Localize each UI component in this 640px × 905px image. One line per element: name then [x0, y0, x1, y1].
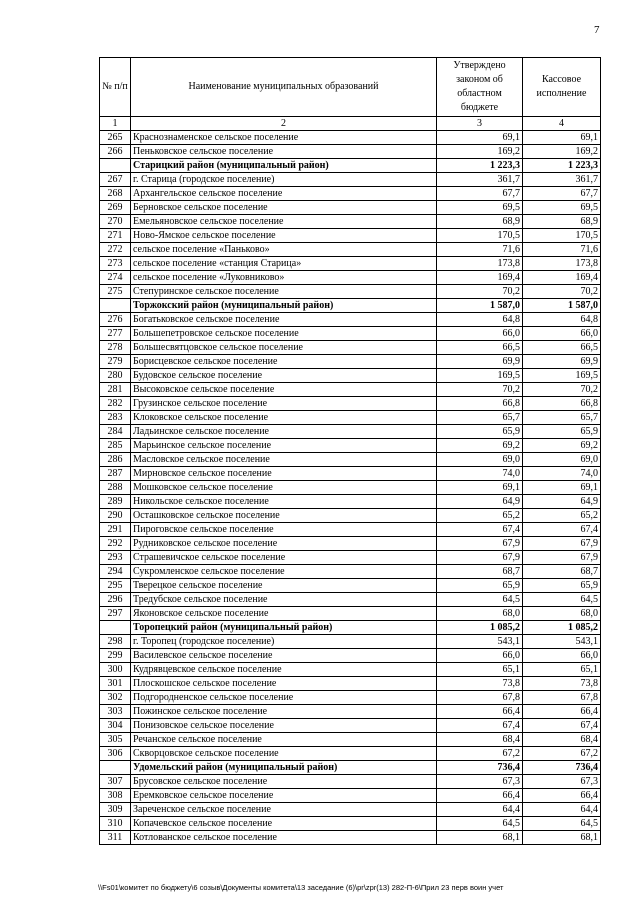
municipality-name: Зареченское сельское поселение [131, 803, 437, 817]
municipality-name: Подгородненское сельское поселение [131, 691, 437, 705]
table-row [100, 495, 601, 509]
table-row [100, 229, 601, 243]
cash-execution-amount: 66,4 [523, 705, 601, 719]
row-number: 279 [100, 355, 131, 369]
approved-amount: 70,2 [437, 383, 523, 397]
row-number: 284 [100, 425, 131, 439]
district-row [100, 159, 601, 173]
row-number: 286 [100, 453, 131, 467]
row-number: 266 [100, 145, 131, 159]
table-row [100, 579, 601, 593]
municipality-name: Будовское сельское поселение [131, 369, 437, 383]
cash-execution-amount: 1 085,2 [523, 621, 601, 635]
column-number: 4 [523, 117, 601, 131]
municipality-name: Никольское сельское поселение [131, 495, 437, 509]
cash-execution-amount: 65,9 [523, 579, 601, 593]
approved-amount: 65,2 [437, 509, 523, 523]
row-number: 269 [100, 201, 131, 215]
municipality-name: Пожинское сельское поселение [131, 705, 437, 719]
approved-amount: 64,5 [437, 817, 523, 831]
cash-execution-amount: 64,9 [523, 495, 601, 509]
municipality-name: Василевское сельское поселение [131, 649, 437, 663]
row-number: 277 [100, 327, 131, 341]
row-number: 273 [100, 257, 131, 271]
cash-execution-amount: 69,1 [523, 131, 601, 145]
row-number: 308 [100, 789, 131, 803]
table-row [100, 313, 601, 327]
row-number: 265 [100, 131, 131, 145]
cash-execution-amount: 66,5 [523, 341, 601, 355]
table-row [100, 733, 601, 747]
table-row [100, 271, 601, 285]
municipality-name: Тверецкое сельское поселение [131, 579, 437, 593]
approved-amount: 73,8 [437, 677, 523, 691]
table-row [100, 187, 601, 201]
municipality-name: Старицкий район (муниципальный район) [131, 159, 437, 173]
approved-amount: 68,0 [437, 607, 523, 621]
cash-execution-amount: 69,9 [523, 355, 601, 369]
column-number: 1 [100, 117, 131, 131]
header-approved: Утверждено законом об областном бюджете [437, 58, 523, 117]
cash-execution-amount: 64,5 [523, 593, 601, 607]
municipality-name: Высоковское сельское поселение [131, 383, 437, 397]
cash-execution-amount: 65,2 [523, 509, 601, 523]
municipality-name: Емельяновское сельское поселение [131, 215, 437, 229]
cash-execution-amount: 67,2 [523, 747, 601, 761]
municipality-name: Степуринское сельское поселение [131, 285, 437, 299]
approved-amount: 64,8 [437, 313, 523, 327]
row-number: 287 [100, 467, 131, 481]
municipality-name: Пироговское сельское поселение [131, 523, 437, 537]
table-row [100, 145, 601, 159]
row-number: 301 [100, 677, 131, 691]
municipality-name: Торопецкий район (муниципальный район) [131, 621, 437, 635]
table-row [100, 439, 601, 453]
municipality-name: Мошковское сельское поселение [131, 481, 437, 495]
row-number: 291 [100, 523, 131, 537]
table-row [100, 481, 601, 495]
row-number: 294 [100, 565, 131, 579]
row-number: 281 [100, 383, 131, 397]
municipality-name: Кудрявцевское сельское поселение [131, 663, 437, 677]
header-cash: Кассовое исполнение [523, 58, 601, 117]
cash-execution-amount: 169,5 [523, 369, 601, 383]
cash-execution-amount: 66,0 [523, 649, 601, 663]
municipality-name: Копачевское сельское поселение [131, 817, 437, 831]
row-number: 288 [100, 481, 131, 495]
row-number: 299 [100, 649, 131, 663]
municipality-name: Понизовское сельское поселение [131, 719, 437, 733]
table-row [100, 453, 601, 467]
cash-execution-amount: 67,3 [523, 775, 601, 789]
approved-amount: 67,4 [437, 719, 523, 733]
municipality-name: Масловское сельское поселение [131, 453, 437, 467]
row-number: 280 [100, 369, 131, 383]
table-row [100, 649, 601, 663]
table-row [100, 369, 601, 383]
table-row [100, 719, 601, 733]
table-row [100, 523, 601, 537]
table-row [100, 173, 601, 187]
cash-execution-amount: 169,4 [523, 271, 601, 285]
approved-amount: 69,5 [437, 201, 523, 215]
row-number: 298 [100, 635, 131, 649]
approved-amount: 67,2 [437, 747, 523, 761]
row-number: 296 [100, 593, 131, 607]
municipality-name: Ладьинское сельское поселение [131, 425, 437, 439]
approved-amount: 67,9 [437, 551, 523, 565]
row-number: 282 [100, 397, 131, 411]
municipality-name: Яконовское сельское поселение [131, 607, 437, 621]
approved-amount: 69,9 [437, 355, 523, 369]
row-number: 302 [100, 691, 131, 705]
column-number: 2 [131, 117, 437, 131]
table-row [100, 831, 601, 845]
table-row [100, 201, 601, 215]
approved-amount: 66,8 [437, 397, 523, 411]
row-number: 283 [100, 411, 131, 425]
header-num: № п/п [100, 58, 131, 117]
approved-amount: 1 085,2 [437, 621, 523, 635]
municipality-name: Краснознаменское сельское поселение [131, 131, 437, 145]
table-row [100, 551, 601, 565]
cash-execution-amount: 170,5 [523, 229, 601, 243]
approved-amount: 69,1 [437, 481, 523, 495]
approved-amount: 65,7 [437, 411, 523, 425]
table-row [100, 355, 601, 369]
row-number [100, 621, 131, 635]
municipality-name: Богатьковское сельское поселение [131, 313, 437, 327]
approved-amount: 169,5 [437, 369, 523, 383]
row-number: 311 [100, 831, 131, 845]
municipality-name: Осташковское сельское поселение [131, 509, 437, 523]
approved-amount: 66,4 [437, 705, 523, 719]
cash-execution-amount: 68,0 [523, 607, 601, 621]
cash-execution-amount: 67,7 [523, 187, 601, 201]
municipality-name: Борисцевское сельское поселение [131, 355, 437, 369]
approved-amount: 65,9 [437, 425, 523, 439]
row-number: 293 [100, 551, 131, 565]
row-number: 304 [100, 719, 131, 733]
approved-amount: 71,6 [437, 243, 523, 257]
municipality-name: Сукромленское сельское поселение [131, 565, 437, 579]
cash-execution-amount: 67,4 [523, 523, 601, 537]
district-row [100, 299, 601, 313]
approved-amount: 65,9 [437, 579, 523, 593]
approved-amount: 68,9 [437, 215, 523, 229]
approved-amount: 66,0 [437, 327, 523, 341]
cash-execution-amount: 69,1 [523, 481, 601, 495]
approved-amount: 64,4 [437, 803, 523, 817]
table-row [100, 789, 601, 803]
cash-execution-amount: 70,2 [523, 285, 601, 299]
approved-amount: 67,8 [437, 691, 523, 705]
approved-amount: 736,4 [437, 761, 523, 775]
municipality-name: Ново-Ямское сельское поселение [131, 229, 437, 243]
cash-execution-amount: 64,5 [523, 817, 601, 831]
cash-execution-amount: 169,2 [523, 145, 601, 159]
table-row [100, 803, 601, 817]
approved-amount: 70,2 [437, 285, 523, 299]
cash-execution-amount: 68,1 [523, 831, 601, 845]
table-row [100, 775, 601, 789]
municipality-name: Тредубское сельское поселение [131, 593, 437, 607]
table-row [100, 341, 601, 355]
table-row [100, 327, 601, 341]
table-row [100, 663, 601, 677]
row-number: 295 [100, 579, 131, 593]
cash-execution-amount: 73,8 [523, 677, 601, 691]
municipality-name: Большесвятцовское сельское поселение [131, 341, 437, 355]
row-number: 270 [100, 215, 131, 229]
municipality-name: Еремковское сельское поселение [131, 789, 437, 803]
municipality-name: Речанское сельское поселение [131, 733, 437, 747]
table-body [100, 131, 601, 845]
municipality-name: Клоковское сельское поселение [131, 411, 437, 425]
cash-execution-amount: 67,9 [523, 551, 601, 565]
row-number [100, 299, 131, 313]
row-number: 309 [100, 803, 131, 817]
table-row [100, 635, 601, 649]
row-number: 306 [100, 747, 131, 761]
cash-execution-amount: 67,8 [523, 691, 601, 705]
approved-amount: 69,1 [437, 131, 523, 145]
approved-amount: 74,0 [437, 467, 523, 481]
cash-execution-amount: 65,9 [523, 425, 601, 439]
municipality-name: Пеньковское сельское поселение [131, 145, 437, 159]
approved-amount: 67,7 [437, 187, 523, 201]
cash-execution-amount: 69,0 [523, 453, 601, 467]
municipality-name: Архангельское сельское поселение [131, 187, 437, 201]
municipality-name: Рудниковское сельское поселение [131, 537, 437, 551]
municipality-name: Марьинское сельское поселение [131, 439, 437, 453]
budget-table [99, 57, 601, 845]
municipality-name: Большепетровское сельское поселение [131, 327, 437, 341]
approved-amount: 68,1 [437, 831, 523, 845]
table-row [100, 509, 601, 523]
table-row [100, 747, 601, 761]
cash-execution-amount: 64,4 [523, 803, 601, 817]
row-number: 278 [100, 341, 131, 355]
approved-amount: 66,4 [437, 789, 523, 803]
row-number: 290 [100, 509, 131, 523]
approved-amount: 173,8 [437, 257, 523, 271]
municipality-name: Брусовское сельское поселение [131, 775, 437, 789]
approved-amount: 1 223,3 [437, 159, 523, 173]
table-row [100, 705, 601, 719]
approved-amount: 69,2 [437, 439, 523, 453]
approved-amount: 69,0 [437, 453, 523, 467]
row-number: 275 [100, 285, 131, 299]
row-number: 289 [100, 495, 131, 509]
page-number: 7 [594, 24, 600, 36]
approved-amount: 543,1 [437, 635, 523, 649]
cash-execution-amount: 66,4 [523, 789, 601, 803]
cash-execution-amount: 736,4 [523, 761, 601, 775]
cash-execution-amount: 71,6 [523, 243, 601, 257]
cash-execution-amount: 69,2 [523, 439, 601, 453]
footer-file-path: \\Fs01\комитет по бюджету\6 созыв\Документы комитета\13 заседание (6)\pr\zpr(13) 282-П-6\Прил 23 перв воин учет [98, 883, 504, 892]
municipality-name: сельское поселение «Паньково» [131, 243, 437, 257]
municipality-name: г. Старица (городское поселение) [131, 173, 437, 187]
cash-execution-amount: 66,8 [523, 397, 601, 411]
table-row [100, 397, 601, 411]
cash-execution-amount: 67,4 [523, 719, 601, 733]
row-number: 297 [100, 607, 131, 621]
table-row [100, 257, 601, 271]
municipality-name: сельское поселение «Луковниково» [131, 271, 437, 285]
municipality-name: Удомельский район (муниципальный район) [131, 761, 437, 775]
district-row [100, 621, 601, 635]
table-row [100, 383, 601, 397]
row-number: 303 [100, 705, 131, 719]
approved-amount: 67,4 [437, 523, 523, 537]
municipality-name: Скворцовское сельское поселение [131, 747, 437, 761]
municipality-name: Мирновское сельское поселение [131, 467, 437, 481]
table-row [100, 425, 601, 439]
municipality-name: г. Торопец (городское поселение) [131, 635, 437, 649]
approved-amount: 170,5 [437, 229, 523, 243]
row-number [100, 761, 131, 775]
approved-amount: 64,9 [437, 495, 523, 509]
table-row [100, 467, 601, 481]
table-header-row [100, 58, 601, 117]
approved-amount: 361,7 [437, 173, 523, 187]
table-row [100, 565, 601, 579]
cash-execution-amount: 66,0 [523, 327, 601, 341]
approved-amount: 65,1 [437, 663, 523, 677]
cash-execution-amount: 68,7 [523, 565, 601, 579]
row-number: 267 [100, 173, 131, 187]
row-number: 285 [100, 439, 131, 453]
table-row [100, 411, 601, 425]
municipality-name: Страшевичское сельское поселение [131, 551, 437, 565]
municipality-name: Грузинское сельское поселение [131, 397, 437, 411]
table-row [100, 243, 601, 257]
cash-execution-amount: 173,8 [523, 257, 601, 271]
row-number: 305 [100, 733, 131, 747]
row-number: 310 [100, 817, 131, 831]
municipality-name: Берновское сельское поселение [131, 201, 437, 215]
column-number: 3 [437, 117, 523, 131]
approved-amount: 67,9 [437, 537, 523, 551]
row-number: 300 [100, 663, 131, 677]
municipality-name: Котлованское сельское поселение [131, 831, 437, 845]
cash-execution-amount: 69,5 [523, 201, 601, 215]
column-number-row [100, 117, 601, 131]
cash-execution-amount: 70,2 [523, 383, 601, 397]
table-row [100, 131, 601, 145]
header-name: Наименование муниципальных образований [131, 58, 437, 117]
cash-execution-amount: 68,9 [523, 215, 601, 229]
row-number [100, 159, 131, 173]
cash-execution-amount: 361,7 [523, 173, 601, 187]
municipality-name: сельское поселение «станция Старица» [131, 257, 437, 271]
cash-execution-amount: 64,8 [523, 313, 601, 327]
table-row [100, 817, 601, 831]
row-number: 307 [100, 775, 131, 789]
municipality-name: Плоскошское сельское поселение [131, 677, 437, 691]
cash-execution-amount: 543,1 [523, 635, 601, 649]
approved-amount: 169,2 [437, 145, 523, 159]
cash-execution-amount: 1 587,0 [523, 299, 601, 313]
table-row [100, 215, 601, 229]
municipality-name: Торжокский район (муниципальный район) [131, 299, 437, 313]
cash-execution-amount: 68,4 [523, 733, 601, 747]
row-number: 292 [100, 537, 131, 551]
cash-execution-amount: 65,1 [523, 663, 601, 677]
cash-execution-amount: 74,0 [523, 467, 601, 481]
approved-amount: 68,7 [437, 565, 523, 579]
row-number: 276 [100, 313, 131, 327]
district-row [100, 761, 601, 775]
table-row [100, 691, 601, 705]
approved-amount: 169,4 [437, 271, 523, 285]
approved-amount: 66,0 [437, 649, 523, 663]
table-row [100, 593, 601, 607]
row-number: 268 [100, 187, 131, 201]
approved-amount: 64,5 [437, 593, 523, 607]
row-number: 274 [100, 271, 131, 285]
row-number: 271 [100, 229, 131, 243]
table-row [100, 285, 601, 299]
approved-amount: 68,4 [437, 733, 523, 747]
table-row [100, 537, 601, 551]
cash-execution-amount: 67,9 [523, 537, 601, 551]
row-number: 272 [100, 243, 131, 257]
cash-execution-amount: 65,7 [523, 411, 601, 425]
approved-amount: 66,5 [437, 341, 523, 355]
approved-amount: 1 587,0 [437, 299, 523, 313]
table-row [100, 677, 601, 691]
cash-execution-amount: 1 223,3 [523, 159, 601, 173]
table-row [100, 607, 601, 621]
approved-amount: 67,3 [437, 775, 523, 789]
